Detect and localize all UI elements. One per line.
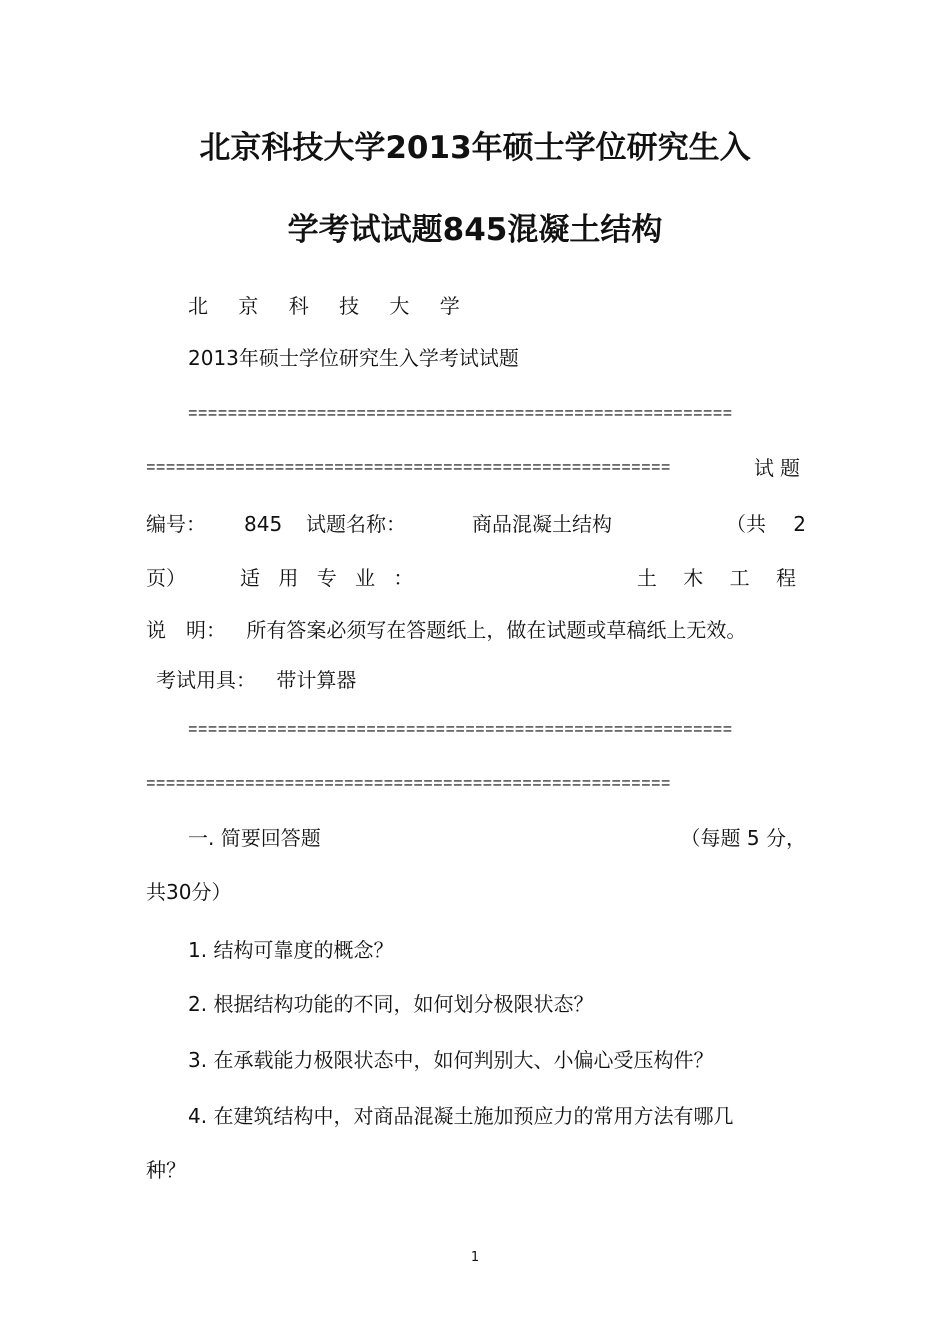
- note-label: 说 明：: [146, 618, 226, 642]
- title-line-2: 学考试试题845混凝土结构: [287, 212, 663, 248]
- exam-code-row: [146, 510, 806, 538]
- tools-label: 考试用具：: [156, 668, 256, 692]
- rule-bottom-2: =====================================================: [146, 775, 671, 793]
- major-value: 土 木 工 程: [636, 566, 806, 590]
- exam-code: 845: [244, 512, 283, 536]
- tools-row: [156, 666, 356, 694]
- question-3: 3. 在承载能力极限状态中，如何判别大、小偏心受压构件？: [188, 1048, 714, 1072]
- pages-close: 页）: [146, 566, 186, 590]
- section1-score: （每题 5 分，: [680, 826, 806, 850]
- bianhao-label: 编号：: [146, 512, 206, 536]
- school-name: 北 京 科 技 大 学: [188, 294, 472, 318]
- section1-heading: 一. 简要回答题: [188, 826, 321, 850]
- section1-heading-row: [188, 824, 806, 852]
- question-4-cont: 种？: [146, 1158, 186, 1182]
- exam-name-label: 试题名称：: [306, 512, 406, 536]
- note-text: 所有答案必须写在答题纸上，做在试题或草稿纸上无效。: [246, 618, 747, 642]
- exam-name: 商品混凝土结构: [472, 512, 612, 536]
- page-number: 1: [470, 1250, 480, 1265]
- question-2: 2. 根据结构功能的不同，如何划分极限状态？: [188, 992, 594, 1016]
- major-row: [146, 564, 806, 592]
- rule-bottom-1: =======================================================: [188, 721, 733, 739]
- exam-title: 2013年硕士学位研究生入学考试试题: [188, 346, 519, 370]
- label-shiti: 试题: [754, 456, 806, 480]
- pages-open: （共: [726, 512, 766, 536]
- note-row: [146, 616, 746, 644]
- title-line-1: 北京科技大学2013年硕士学位研究生入: [199, 130, 751, 166]
- rule-top-2: =====================================================: [146, 459, 671, 477]
- tools-value: 带计算器: [276, 668, 357, 692]
- question-4: 4. 在建筑结构中，对商品混凝土施加预应力的常用方法有哪几: [188, 1104, 734, 1128]
- question-1: 1. 结构可靠度的概念？: [188, 938, 394, 962]
- section1-score-cont: 共30分）: [146, 880, 232, 904]
- major-label: 适 用 专 业 ：: [240, 566, 420, 590]
- pages-num: 2: [793, 512, 806, 536]
- rule-top-1: =======================================================: [188, 405, 733, 423]
- rule-top-2-row: [146, 454, 806, 489]
